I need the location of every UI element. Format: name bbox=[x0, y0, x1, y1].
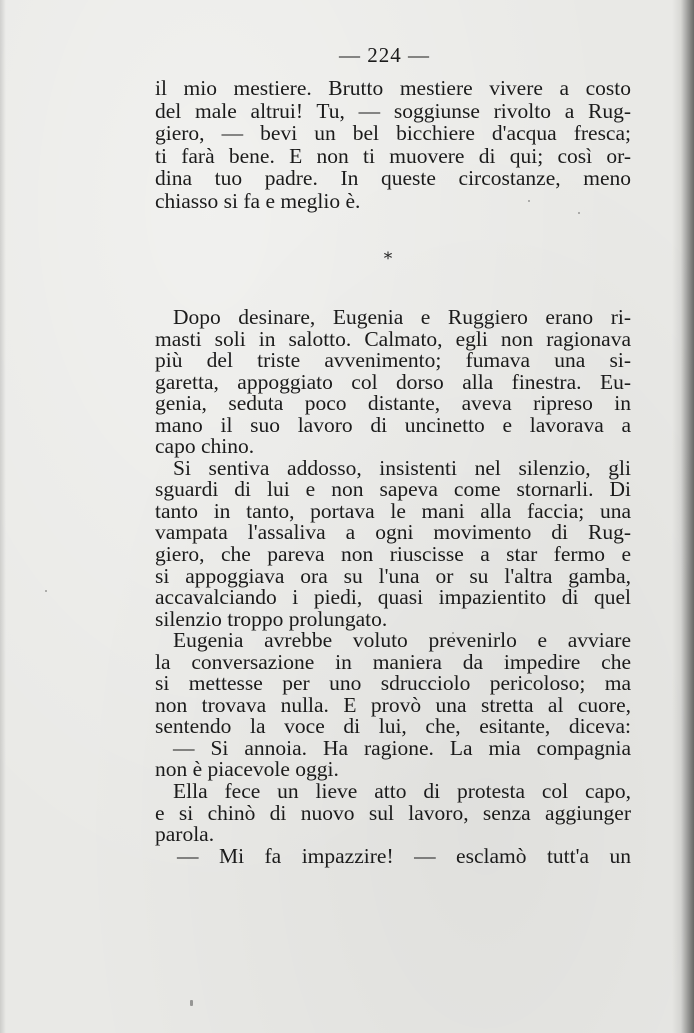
text-line: non trovava nulla. E provò una stretta al cuore, bbox=[155, 692, 631, 717]
text-line: vampata l'assaliva a ogni movimento di Rug- bbox=[155, 520, 631, 545]
text-line: dina tuo padre. In queste circostanze, meno bbox=[155, 166, 631, 190]
text-line: Si sentiva addosso, insistenti nel silenzio, gli bbox=[173, 455, 631, 480]
text-line: Ella fece un lieve atto di protesta col capo, bbox=[173, 779, 631, 804]
text-line: Eugenia avrebbe voluto prevenirlo e avviare bbox=[173, 628, 631, 653]
text-line: ti farà bene. E non ti muovere di qui; così or- bbox=[155, 143, 631, 168]
page-gutter-shadow bbox=[0, 0, 6, 1033]
paragraph-continuation bbox=[155, 77, 631, 212]
text-line: parola. bbox=[155, 822, 215, 847]
page-edge-shadow bbox=[672, 0, 694, 1033]
text-line: non è piacevole oggi. bbox=[155, 757, 339, 782]
text-line: più del triste avvenimento; fumava una si- bbox=[155, 348, 631, 373]
text-line: si mettesse per uno sdrucciolo pericoloso; ma bbox=[155, 671, 631, 696]
text-line: giero, che pareva non riuscisse a star fermo e bbox=[155, 542, 631, 567]
text-line: masti soli in salotto. Calmato, egli non ragionava bbox=[155, 326, 631, 351]
paper-speckle bbox=[45, 590, 47, 592]
text-line: sentendo la voce di lui, che, esitante, diceva: bbox=[155, 714, 631, 739]
text-line: del male altrui! Tu, — soggiunse rivolto a Rug- bbox=[155, 98, 631, 123]
paper-speckle bbox=[190, 1000, 193, 1006]
paper-speckle bbox=[578, 212, 580, 214]
text-line: tanto in tanto, portava le mani alla faccia; una bbox=[155, 498, 631, 523]
text-line: la conversazione in maniera da impedire che bbox=[155, 649, 631, 674]
section-break-asterisk: * bbox=[383, 249, 393, 269]
text-line: giero, — bevi un bel bicchiere d'acqua fresca; bbox=[155, 121, 631, 145]
paper-speckle bbox=[528, 200, 530, 202]
text-line: sguardi di lui e non sapeva come stornarli. Di bbox=[155, 477, 631, 502]
paper-speckle bbox=[452, 632, 454, 634]
text-line: genia, seduta poco distante, aveva ripreso in bbox=[155, 391, 631, 416]
text-line: mano il suo lavoro di uncinetto e lavorava a bbox=[155, 412, 631, 437]
text-line: — Si annoia. Ha ragione. La mia compagnia bbox=[173, 735, 631, 760]
text-line: silenzio troppo prolungato. bbox=[155, 606, 388, 631]
text-line: Dopo desinare, Eugenia e Ruggiero erano ri- bbox=[173, 305, 631, 329]
text-line: il mio mestiere. Brutto mestiere vivere a costo bbox=[155, 76, 631, 100]
main-text-body bbox=[155, 307, 631, 867]
text-line: garetta, appoggiato col dorso alla finestra. Eu- bbox=[155, 369, 631, 394]
text-line: capo chino. bbox=[155, 434, 255, 459]
text-line: — Mi fa impazzire! — esclamò tutt'a un bbox=[177, 843, 631, 868]
text-line: e si chinò di nuovo sul lavoro, senza aggiunger bbox=[155, 800, 631, 825]
text-line: si appoggiava ora su l'una or su l'altra gamba, bbox=[155, 563, 631, 588]
text-line: accavalciando i piedi, quasi impazientito di quel bbox=[155, 585, 631, 610]
page-number: — 224 — bbox=[339, 43, 430, 67]
text-line: chiasso si fa e meglio è. bbox=[155, 188, 361, 213]
